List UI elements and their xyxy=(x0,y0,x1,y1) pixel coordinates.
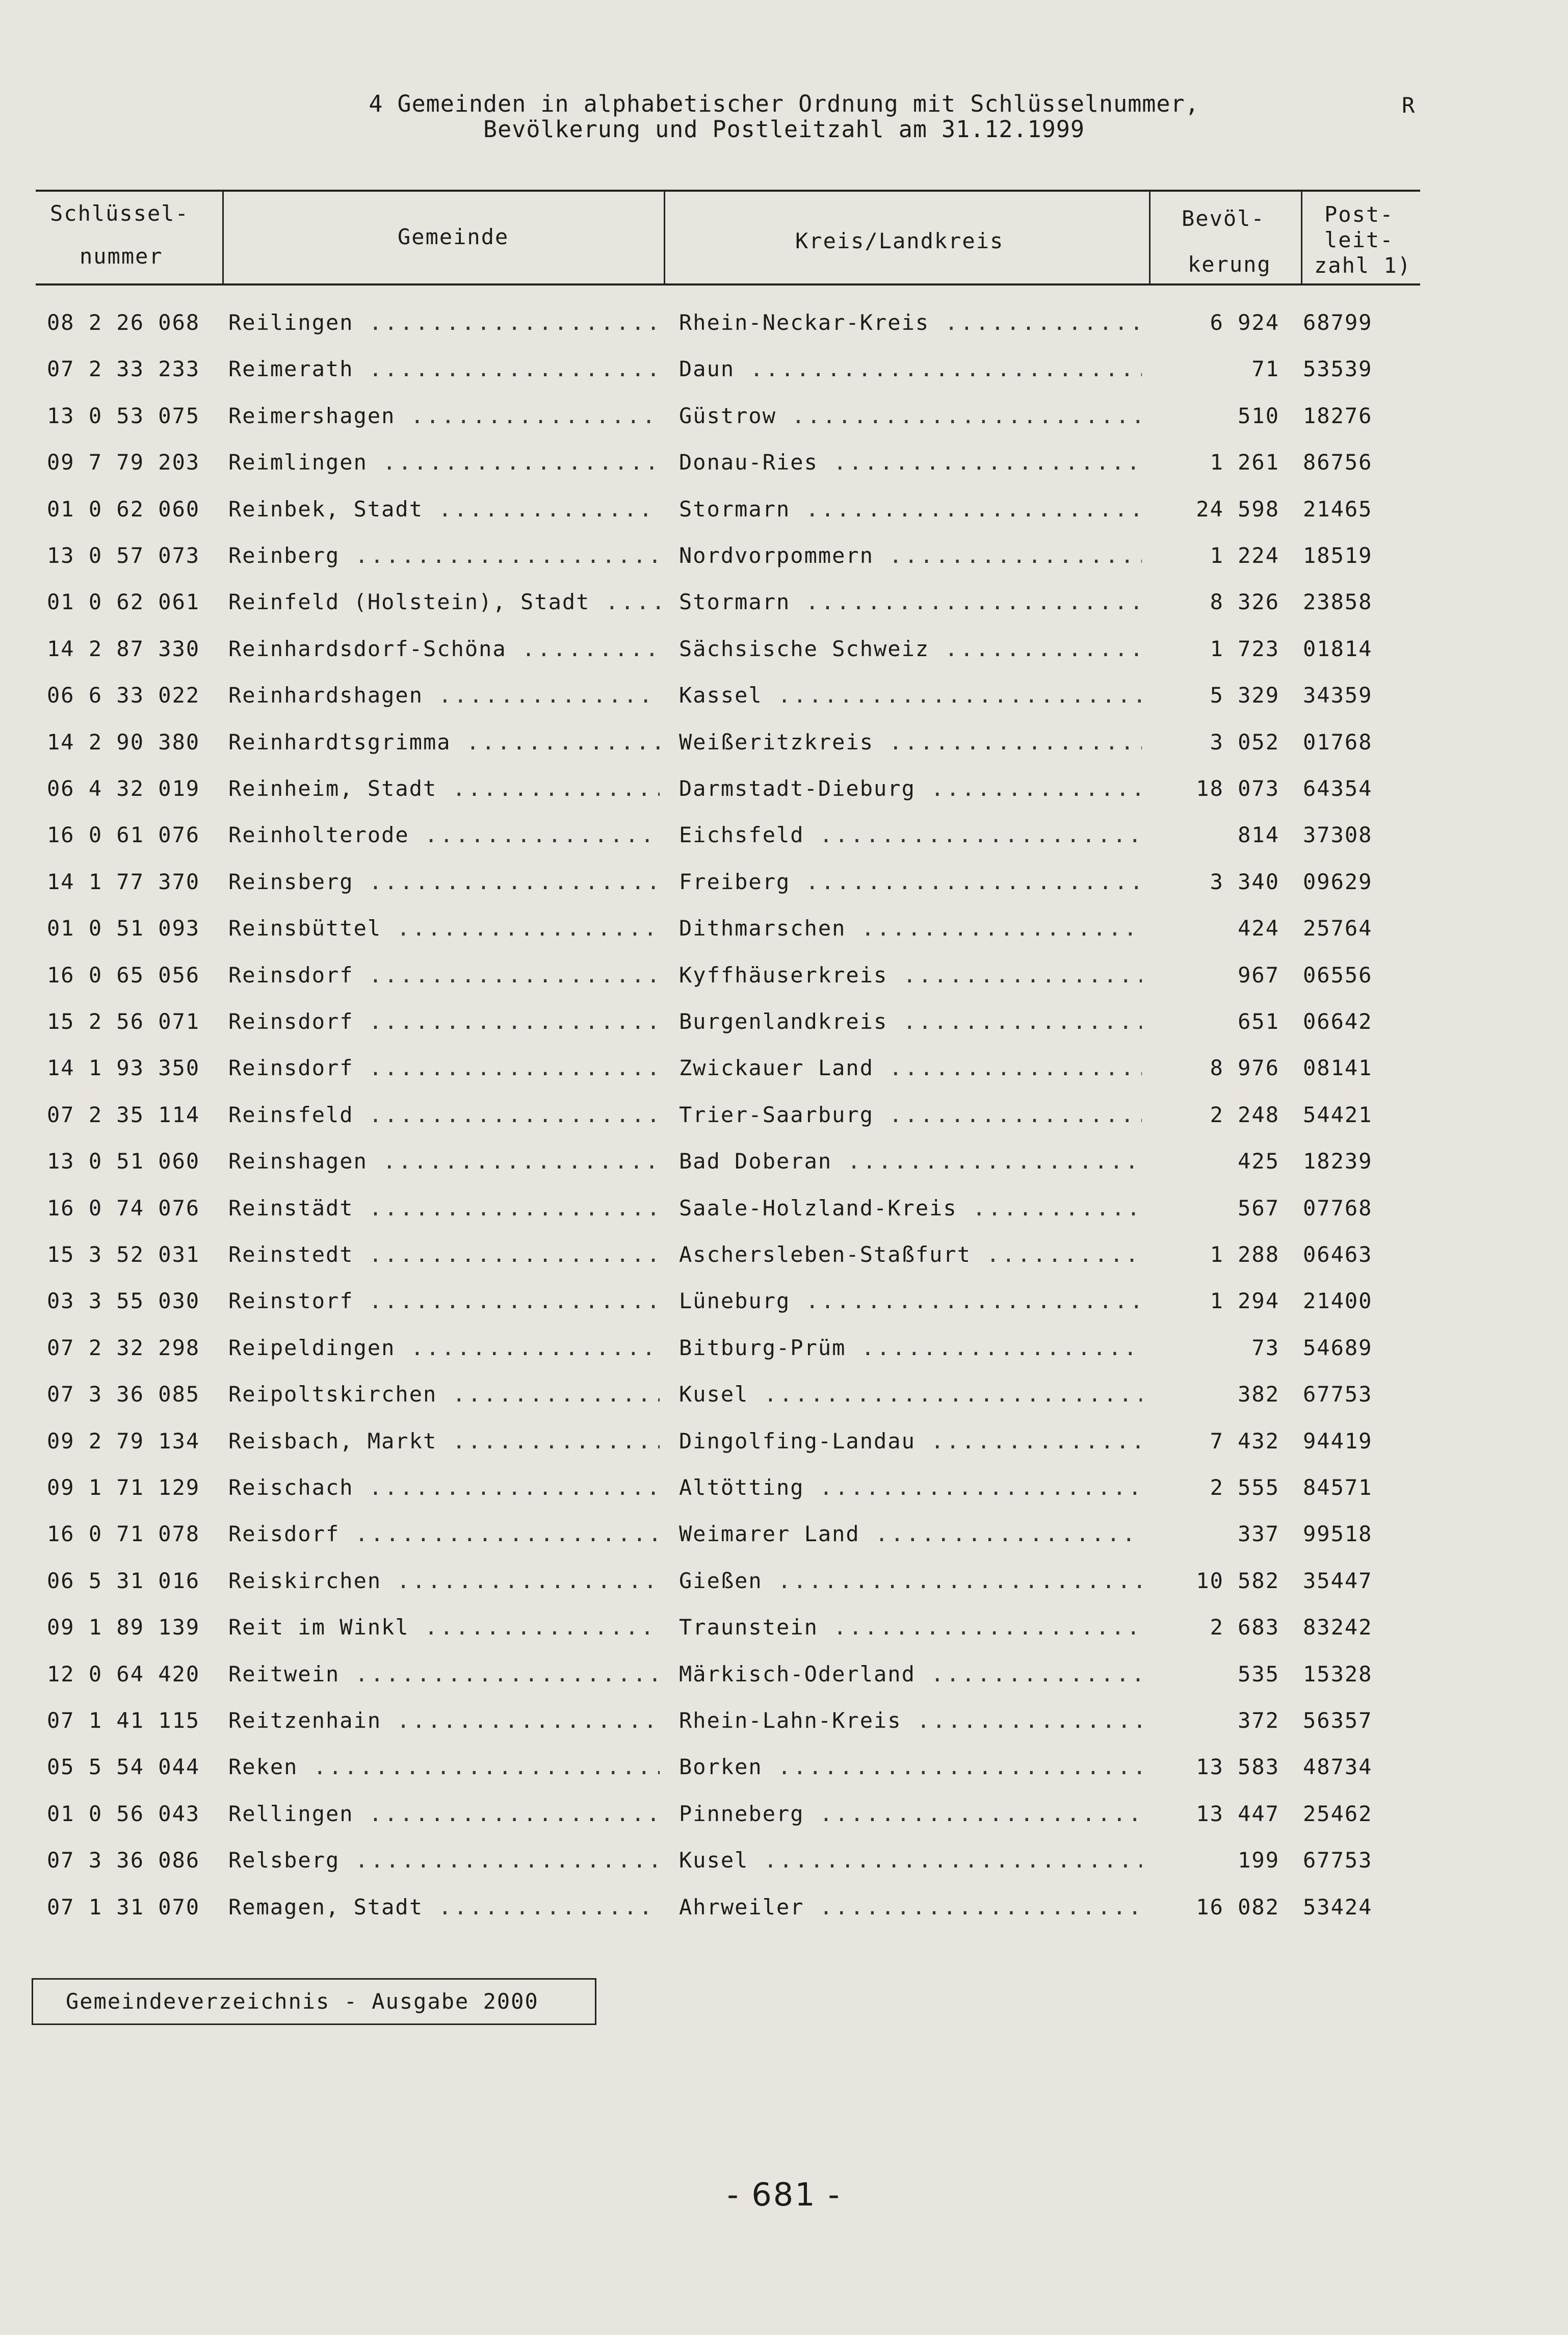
gemeinde-cell: Reinhardsdorf-Schöna ..... xyxy=(228,636,660,661)
schluesselnummer: 01 0 62 060 xyxy=(47,497,200,522)
table-row xyxy=(0,1521,1568,1568)
corner-mark: R xyxy=(1402,93,1415,118)
table-row xyxy=(0,1754,1568,1801)
postleitzahl-cell: 01768 xyxy=(1303,730,1373,755)
postleitzahl-cell: 68799 xyxy=(1303,310,1373,335)
bevoelkerung-cell: 73 xyxy=(1251,1335,1279,1360)
gemeinde-cell: Reinsdorf ..... xyxy=(228,963,660,988)
kreis-cell: Stormarn ..... xyxy=(679,497,1142,522)
bevoelkerung-cell: 16 082 xyxy=(1196,1895,1279,1919)
table-row xyxy=(0,1382,1568,1429)
postleitzahl-cell: 21400 xyxy=(1303,1288,1373,1313)
table-row xyxy=(0,1102,1568,1149)
gemeinde-cell: Reinsbüttel ..... xyxy=(228,916,660,941)
gemeinde-cell: Relsberg ..... xyxy=(228,1848,660,1873)
gemeinde-cell: Reiskirchen ..... xyxy=(228,1568,660,1593)
table-row xyxy=(0,1475,1568,1522)
kreis-cell: Kusel ..... xyxy=(679,1848,1142,1873)
kreis-cell: Burgenlandkreis ..... xyxy=(679,1009,1142,1034)
bevoelkerung-cell: 1 224 xyxy=(1210,543,1279,568)
bevoelkerung-cell: 3 052 xyxy=(1210,730,1279,755)
schluesselnummer: 14 2 87 330 xyxy=(47,636,200,661)
schluesselnummer: 06 5 31 016 xyxy=(47,1568,200,1593)
kreis-cell: Sächsische Schweiz ..... xyxy=(679,636,1142,661)
gemeinde-cell: Reischach ..... xyxy=(228,1475,660,1500)
postleitzahl-cell: 99518 xyxy=(1303,1521,1373,1546)
bevoelkerung-cell: 967 xyxy=(1238,963,1279,988)
schluesselnummer: 09 1 71 129 xyxy=(47,1475,200,1500)
header-divider-3 xyxy=(1149,190,1151,284)
gemeinde-cell: Reilingen ..... xyxy=(228,310,660,335)
bevoelkerung-cell: 5 329 xyxy=(1210,683,1279,708)
schluesselnummer: 03 3 55 030 xyxy=(47,1288,200,1313)
gemeinde-cell: Reinstedt ..... xyxy=(228,1242,660,1267)
schluesselnummer: 07 2 35 114 xyxy=(47,1102,200,1127)
bevoelkerung-cell: 6 924 xyxy=(1210,310,1279,335)
kreis-cell: Kusel ..... xyxy=(679,1382,1142,1407)
gemeinde-cell: Reinsberg ..... xyxy=(228,869,660,894)
table-row xyxy=(0,776,1568,823)
postleitzahl-cell: 08141 xyxy=(1303,1055,1373,1080)
schluesselnummer: 15 2 56 071 xyxy=(47,1009,200,1034)
header-divider-1 xyxy=(222,190,224,284)
bevoelkerung-cell: 1 723 xyxy=(1210,636,1279,661)
postleitzahl-cell: 67753 xyxy=(1303,1848,1373,1873)
postleitzahl-cell: 06642 xyxy=(1303,1009,1373,1034)
postleitzahl-cell: 64354 xyxy=(1303,776,1373,801)
table-title-line-1: 4 Gemeinden in alphabetischer Ordnung mit Schlüsselnummer, xyxy=(369,90,1199,117)
kreis-cell: Rhein-Neckar-Kreis ..... xyxy=(679,310,1142,335)
edition-box: Gemeindeverzeichnis - Ausgabe 2000 xyxy=(32,1978,596,2025)
bevoelkerung-cell: 8 326 xyxy=(1210,589,1279,614)
postleitzahl-cell: 09629 xyxy=(1303,869,1373,894)
schluesselnummer: 13 0 57 073 xyxy=(47,543,200,568)
kreis-cell: Eichsfeld ..... xyxy=(679,822,1142,847)
table-row xyxy=(0,730,1568,776)
kreis-cell: Altötting ..... xyxy=(679,1475,1142,1500)
kreis-cell: Freiberg ..... xyxy=(679,869,1142,894)
bevoelkerung-cell: 425 xyxy=(1238,1149,1279,1174)
header-schluessel-line-1: Schlüssel- xyxy=(50,201,189,226)
schluesselnummer: 16 0 74 076 xyxy=(47,1196,200,1221)
schluesselnummer: 07 1 41 115 xyxy=(47,1708,200,1733)
bevoelkerung-cell: 1 261 xyxy=(1210,450,1279,475)
gemeinde-cell: Reinbek, Stadt ..... xyxy=(228,497,660,522)
kreis-cell: Märkisch-Oderland ..... xyxy=(679,1662,1142,1687)
bevoelkerung-cell: 8 976 xyxy=(1210,1055,1279,1080)
gemeinde-cell: Reken ..... xyxy=(228,1754,660,1779)
schluesselnummer: 16 0 71 078 xyxy=(47,1521,200,1546)
postleitzahl-cell: 21465 xyxy=(1303,497,1373,522)
postleitzahl-cell: 83242 xyxy=(1303,1615,1373,1640)
bevoelkerung-cell: 18 073 xyxy=(1196,776,1279,801)
kreis-cell: Dithmarschen ..... xyxy=(679,916,1142,941)
gemeinde-cell: Reinfeld (Holstein), Stadt ..... xyxy=(228,589,660,614)
gemeinde-cell: Reipeldingen ..... xyxy=(228,1335,660,1360)
header-bev-line-2: kerung xyxy=(1188,252,1271,277)
postleitzahl-cell: 37308 xyxy=(1303,822,1373,847)
schluesselnummer: 15 3 52 031 xyxy=(47,1242,200,1267)
kreis-cell: Weißeritzkreis ..... xyxy=(679,730,1142,755)
kreis-cell: Gießen ..... xyxy=(679,1568,1142,1593)
bevoelkerung-cell: 13 447 xyxy=(1196,1801,1279,1826)
table-row xyxy=(0,916,1568,963)
schluesselnummer: 06 4 32 019 xyxy=(47,776,200,801)
header-bev-line-1: Bevöl- xyxy=(1182,206,1265,231)
kreis-cell: Nordvorpommern ..... xyxy=(679,543,1142,568)
table-row xyxy=(0,356,1568,403)
bevoelkerung-cell: 535 xyxy=(1238,1662,1279,1687)
schluesselnummer: 07 3 36 085 xyxy=(47,1382,200,1407)
table-row xyxy=(0,1009,1568,1056)
header-schluessel-line-2: nummer xyxy=(80,244,163,269)
schluesselnummer: 13 0 53 075 xyxy=(47,403,200,428)
kreis-cell: Weimarer Land ..... xyxy=(679,1521,1142,1546)
kreis-cell: Kassel ..... xyxy=(679,683,1142,708)
header-divider-4 xyxy=(1301,190,1302,284)
table-row xyxy=(0,869,1568,916)
header-top-rule xyxy=(36,190,1420,192)
table-row xyxy=(0,450,1568,497)
bevoelkerung-cell: 13 583 xyxy=(1196,1754,1279,1779)
schluesselnummer: 16 0 61 076 xyxy=(47,822,200,847)
bevoelkerung-cell: 199 xyxy=(1238,1848,1279,1873)
bevoelkerung-cell: 337 xyxy=(1238,1521,1279,1546)
table-title-line-2: Bevölkerung und Postleitzahl am 31.12.1999 xyxy=(483,116,1085,143)
postleitzahl-cell: 15328 xyxy=(1303,1662,1373,1687)
schluesselnummer: 07 2 33 233 xyxy=(47,356,200,381)
schluesselnummer: 09 7 79 203 xyxy=(47,450,200,475)
bevoelkerung-cell: 382 xyxy=(1238,1382,1279,1407)
bevoelkerung-cell: 1 294 xyxy=(1210,1288,1279,1313)
table-row xyxy=(0,1662,1568,1708)
postleitzahl-cell: 56357 xyxy=(1303,1708,1373,1733)
bevoelkerung-cell: 814 xyxy=(1238,822,1279,847)
table-row xyxy=(0,1895,1568,1941)
gemeinde-cell: Reinstorf ..... xyxy=(228,1288,660,1313)
postleitzahl-cell: 25764 xyxy=(1303,916,1373,941)
postleitzahl-cell: 25462 xyxy=(1303,1801,1373,1826)
schluesselnummer: 01 0 62 061 xyxy=(47,589,200,614)
kreis-cell: Stormarn ..... xyxy=(679,589,1142,614)
gemeinde-cell: Reitzenhain ..... xyxy=(228,1708,660,1733)
schluesselnummer: 01 0 51 093 xyxy=(47,916,200,941)
table-row xyxy=(0,636,1568,683)
table-row xyxy=(0,1055,1568,1102)
bevoelkerung-cell: 651 xyxy=(1238,1009,1279,1034)
postleitzahl-cell: 54421 xyxy=(1303,1102,1373,1127)
kreis-cell: Donau-Ries ..... xyxy=(679,450,1142,475)
kreis-cell: Rhein-Lahn-Kreis ..... xyxy=(679,1708,1142,1733)
postleitzahl-cell: 84571 xyxy=(1303,1475,1373,1500)
schluesselnummer: 09 1 89 139 xyxy=(47,1615,200,1640)
postleitzahl-cell: 94419 xyxy=(1303,1429,1373,1454)
kreis-cell: Saale-Holzland-Kreis ..... xyxy=(679,1196,1142,1221)
table-row xyxy=(0,1288,1568,1335)
gemeinde-cell: Reitwein ..... xyxy=(228,1662,660,1687)
postleitzahl-cell: 53539 xyxy=(1303,356,1373,381)
bevoelkerung-cell: 2 248 xyxy=(1210,1102,1279,1127)
schluesselnummer: 14 1 77 370 xyxy=(47,869,200,894)
table-row xyxy=(0,1568,1568,1615)
gemeinde-cell: Reit im Winkl ..... xyxy=(228,1615,660,1640)
schluesselnummer: 05 5 54 044 xyxy=(47,1754,200,1779)
schluesselnummer: 14 1 93 350 xyxy=(47,1055,200,1080)
postleitzahl-cell: 23858 xyxy=(1303,589,1373,614)
postleitzahl-cell: 53424 xyxy=(1303,1895,1373,1919)
schluesselnummer: 06 6 33 022 xyxy=(47,683,200,708)
header-divider-2 xyxy=(664,190,665,284)
header-kreis: Kreis/Landkreis xyxy=(795,228,1004,253)
schluesselnummer: 01 0 56 043 xyxy=(47,1801,200,1826)
schluesselnummer: 14 2 90 380 xyxy=(47,730,200,755)
postleitzahl-cell: 54689 xyxy=(1303,1335,1373,1360)
postleitzahl-cell: 35447 xyxy=(1303,1568,1373,1593)
gemeinde-cell: Reisdorf ..... xyxy=(228,1521,660,1546)
schluesselnummer: 07 2 32 298 xyxy=(47,1335,200,1360)
table-row xyxy=(0,497,1568,543)
kreis-cell: Trier-Saarburg ..... xyxy=(679,1102,1142,1127)
bevoelkerung-cell: 2 555 xyxy=(1210,1475,1279,1500)
schluesselnummer: 16 0 65 056 xyxy=(47,963,200,988)
table-row xyxy=(0,589,1568,636)
table-row xyxy=(0,683,1568,730)
gemeinde-cell: Reinholterode ..... xyxy=(228,822,660,847)
bevoelkerung-cell: 10 582 xyxy=(1196,1568,1279,1593)
postleitzahl-cell: 34359 xyxy=(1303,683,1373,708)
kreis-cell: Ahrweiler ..... xyxy=(679,1895,1142,1919)
postleitzahl-cell: 18276 xyxy=(1303,403,1373,428)
bevoelkerung-cell: 510 xyxy=(1238,403,1279,428)
table-row xyxy=(0,1335,1568,1382)
bevoelkerung-cell: 7 432 xyxy=(1210,1429,1279,1454)
header-bottom-rule xyxy=(36,283,1420,286)
header-plz-line-2: leit- xyxy=(1324,227,1394,252)
postleitzahl-cell: 07768 xyxy=(1303,1196,1373,1221)
kreis-cell: Pinneberg ..... xyxy=(679,1801,1142,1826)
table-row xyxy=(0,963,1568,1009)
gemeinde-cell: Reinstädt ..... xyxy=(228,1196,660,1221)
page-number: - 681 - xyxy=(727,2176,841,2213)
bevoelkerung-cell: 424 xyxy=(1238,916,1279,941)
kreis-cell: Darmstadt-Dieburg ..... xyxy=(679,776,1142,801)
table-row xyxy=(0,1615,1568,1662)
table-row xyxy=(0,1149,1568,1196)
gemeinde-cell: Reinsfeld ..... xyxy=(228,1102,660,1127)
schluesselnummer: 13 0 51 060 xyxy=(47,1149,200,1174)
gemeinde-cell: Rellingen ..... xyxy=(228,1801,660,1826)
table-row xyxy=(0,1708,1568,1755)
gemeinde-cell: Remagen, Stadt ..... xyxy=(228,1895,660,1919)
gemeinde-cell: Reimershagen ..... xyxy=(228,403,660,428)
kreis-cell: Dingolfing-Landau ..... xyxy=(679,1429,1142,1454)
table-row xyxy=(0,1429,1568,1475)
table-row xyxy=(0,310,1568,357)
bevoelkerung-cell: 3 340 xyxy=(1210,869,1279,894)
postleitzahl-cell: 01814 xyxy=(1303,636,1373,661)
table-row xyxy=(0,1196,1568,1242)
kreis-cell: Zwickauer Land ..... xyxy=(679,1055,1142,1080)
bevoelkerung-cell: 24 598 xyxy=(1196,497,1279,522)
postleitzahl-cell: 06556 xyxy=(1303,963,1373,988)
gemeinde-cell: Reinsdorf ..... xyxy=(228,1009,660,1034)
schluesselnummer: 07 1 31 070 xyxy=(47,1895,200,1919)
header-gemeinde: Gemeinde xyxy=(398,224,509,249)
table-row xyxy=(0,822,1568,869)
table-row xyxy=(0,403,1568,450)
postleitzahl-cell: 86756 xyxy=(1303,450,1373,475)
kreis-cell: Kyffhäuserkreis ..... xyxy=(679,963,1142,988)
gemeinde-cell: Reinberg ..... xyxy=(228,543,660,568)
table-row xyxy=(0,1242,1568,1289)
gemeinde-cell: Reinhardshagen ..... xyxy=(228,683,660,708)
gemeinde-cell: Reimlingen ..... xyxy=(228,450,660,475)
kreis-cell: Aschersleben-Staßfurt ..... xyxy=(679,1242,1142,1267)
gemeinde-cell: Reisbach, Markt ..... xyxy=(228,1429,660,1454)
bevoelkerung-cell: 71 xyxy=(1251,356,1279,381)
gemeinde-cell: Reimerath ..... xyxy=(228,356,660,381)
table-row xyxy=(0,1801,1568,1848)
header-plz-line-1: Post- xyxy=(1324,202,1394,227)
postleitzahl-cell: 18519 xyxy=(1303,543,1373,568)
postleitzahl-cell: 18239 xyxy=(1303,1149,1373,1174)
kreis-cell: Borken ..... xyxy=(679,1754,1142,1779)
kreis-cell: Bitburg-Prüm ..... xyxy=(679,1335,1142,1360)
bevoelkerung-cell: 372 xyxy=(1238,1708,1279,1733)
kreis-cell: Lüneburg ..... xyxy=(679,1288,1142,1313)
kreis-cell: Güstrow ..... xyxy=(679,403,1142,428)
kreis-cell: Daun ..... xyxy=(679,356,1142,381)
header-plz-line-3: zahl 1) xyxy=(1314,253,1412,278)
schluesselnummer: 09 2 79 134 xyxy=(47,1429,200,1454)
gemeinde-cell: Reinheim, Stadt ..... xyxy=(228,776,660,801)
schluesselnummer: 08 2 26 068 xyxy=(47,310,200,335)
table-row xyxy=(0,543,1568,590)
postleitzahl-cell: 06463 xyxy=(1303,1242,1373,1267)
bevoelkerung-cell: 2 683 xyxy=(1210,1615,1279,1640)
bevoelkerung-cell: 567 xyxy=(1238,1196,1279,1221)
gemeinde-cell: Reipoltskirchen ..... xyxy=(228,1382,660,1407)
gemeinde-cell: Reinshagen ..... xyxy=(228,1149,660,1174)
kreis-cell: Traunstein ..... xyxy=(679,1615,1142,1640)
schluesselnummer: 07 3 36 086 xyxy=(47,1848,200,1873)
kreis-cell: Bad Doberan ..... xyxy=(679,1149,1142,1174)
gemeinde-cell: Reinsdorf ..... xyxy=(228,1055,660,1080)
bevoelkerung-cell: 1 288 xyxy=(1210,1242,1279,1267)
table-row xyxy=(0,1848,1568,1895)
schluesselnummer: 12 0 64 420 xyxy=(47,1662,200,1687)
postleitzahl-cell: 48734 xyxy=(1303,1754,1373,1779)
gemeinde-cell: Reinhardtsgrimma ..... xyxy=(228,730,660,755)
postleitzahl-cell: 67753 xyxy=(1303,1382,1373,1407)
